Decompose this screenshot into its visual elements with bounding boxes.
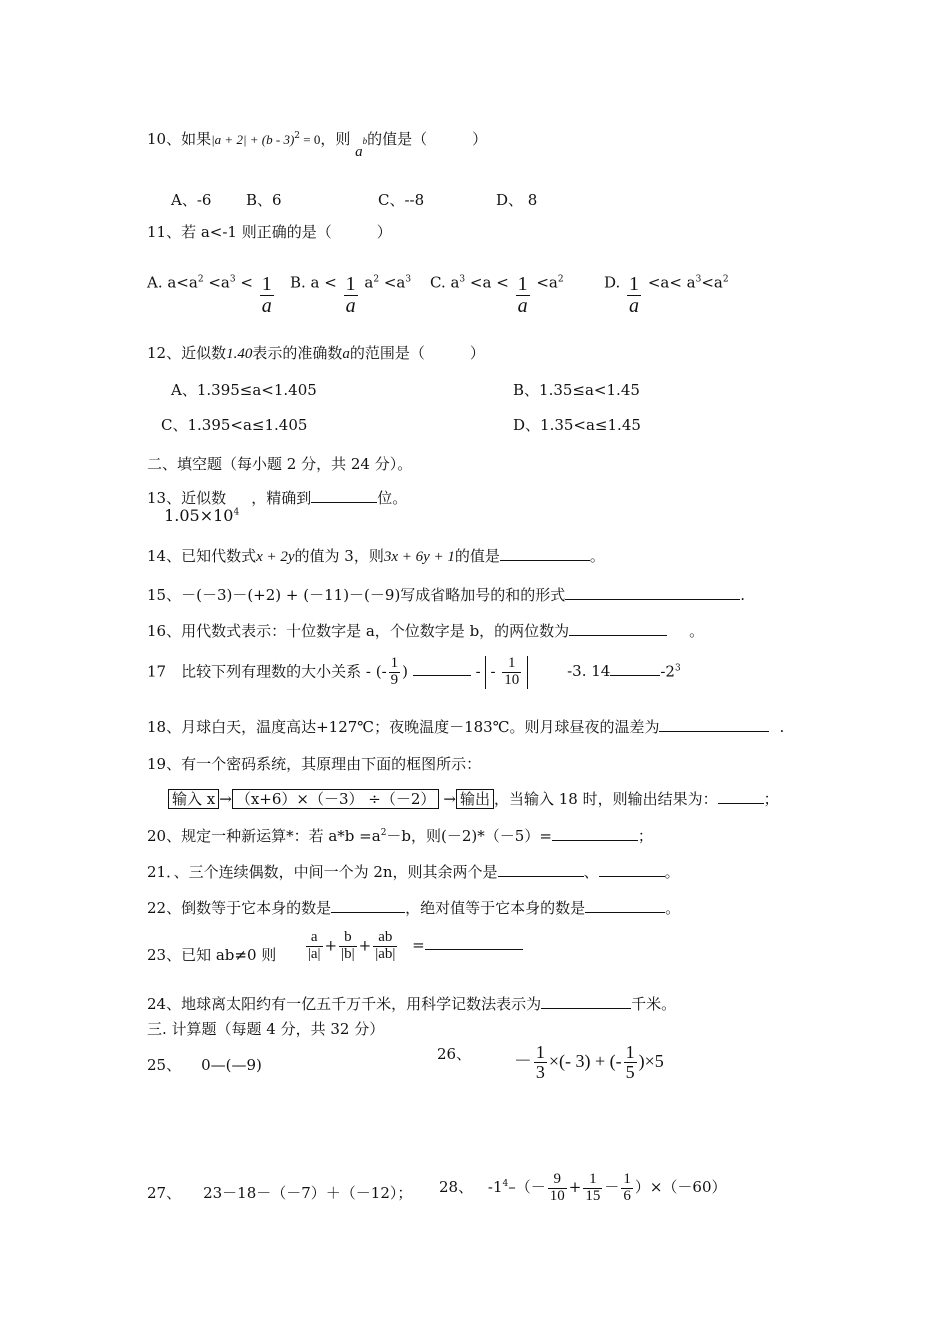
expression-end: ）×（－60） [634,1178,727,1197]
denominator: a [345,295,356,317]
fraction [548,1172,567,1205]
question-10-suffix: 的值是（ ） [367,130,488,148]
denominator: a [629,295,640,317]
q19-suffix: ； [763,790,779,808]
minus-sign: - [365,662,371,681]
q14-prefix: 14、已知代数式 [147,547,257,565]
q22-middle: ，绝对值等于它本身的数是 [405,899,586,917]
absolute-value [485,656,528,689]
q22-text: 22、倒数等于它本身的数是 [147,899,332,917]
expression: 0—(—9) [201,1056,262,1074]
numerator: ab [378,929,393,945]
denominator: 9 [390,671,399,688]
q19-question: ，当输入 18 时，则输出结果为： [493,790,718,808]
question-23 [147,930,523,963]
fraction [624,1043,637,1082]
denominator: |ab| [375,945,396,962]
power-base: -2 [660,662,675,681]
question-25 [147,1054,262,1075]
q17-prefix: 17 比较下列有理数的大小关系 [147,662,362,681]
numerator: 1 [623,1171,631,1187]
exponent: 3 [229,274,236,285]
question-15 [147,584,745,605]
question-20 [147,825,653,846]
variable-a: a [342,346,350,362]
exponent: 4 [233,507,240,518]
q14-middle: 的值为 3，则 [294,547,384,565]
numerator: 1 [629,273,640,295]
separator: 、 [583,863,599,881]
q14-post: 的值是 [454,547,500,565]
fraction [583,1172,602,1205]
fraction [344,274,358,317]
numerator: 1 [625,1042,635,1062]
option-b-part2: a [359,273,374,292]
exponent-b: b [362,136,368,146]
q18-text: 18、月球白天，温度高达+127℃；夜晚温度－183℃。则月球昼夜的温差为 [147,718,660,736]
output-box: 输出 [456,789,494,809]
option-a-part3: < [235,273,253,292]
exponent: 2 [722,274,729,285]
exponent: 3 [405,274,412,285]
numerator: b [344,929,352,945]
plus-sign: + [358,936,372,955]
q23-prefix: 23、已知 ab≠0 则 [147,946,277,965]
exponent: 2 [294,131,301,141]
exponent: 3 [674,663,681,674]
denominator: 6 [623,1187,631,1204]
question-number: 28、 [439,1178,474,1197]
equals-sign: = [412,936,425,955]
answer-blank[interactable] [565,585,740,600]
option-11-a[interactable] [147,262,276,317]
exponent: 3 [459,274,466,285]
q13-middle: ，精确到 [251,489,312,507]
question-12-stem [147,342,485,363]
q15-text: 15、－(－3)－(+2) + (－11)－(－9)写成省略加号的和的形式 [147,586,566,604]
section-3-heading: 三. 计算题（每题 4 分，共 32 分） [147,1020,385,1038]
numerator: 1 [345,273,356,295]
expression [487,1171,727,1204]
close-paren: ) [402,662,409,681]
denominator: 15 [585,1187,601,1204]
answer-blank[interactable] [331,898,405,913]
question-22 [147,897,680,918]
expression-end: )×5 [638,1050,664,1071]
option-11-c[interactable] [430,262,564,317]
denominator: |b| [341,945,355,962]
answer-blank[interactable] [311,488,377,503]
numerator: 1 [517,273,528,295]
question-10 [147,128,488,160]
arrow-icon: → [219,790,232,808]
option-12-b[interactable]: B、1.35≤a<1.45 [513,381,640,399]
option-a-part1: A. a<a [147,273,198,292]
answer-blank[interactable] [498,862,584,877]
fraction [627,274,641,317]
minus-sign: － [604,1178,620,1197]
answer-blank[interactable] [413,661,471,676]
question-number: 25、 [147,1056,182,1074]
q24-text: 24、地球离太阳约有一亿五千万千米，用科学记数法表示为 [147,995,542,1013]
stem-middle: 表示的准确数 [252,344,343,362]
option-11-b[interactable] [290,262,412,317]
expression-2: 3x + 6y + 1 [383,549,455,565]
question-10-then: ，则 [320,130,351,148]
stem-prefix: 12、近似数 [147,344,227,362]
fraction [373,930,397,963]
fraction [389,656,401,689]
q13-prefix: 13、近似数 [147,489,227,507]
option-10-a[interactable]: A、-6 [171,191,212,209]
fraction [621,1172,633,1205]
open-paren: –（－ [508,1178,546,1197]
expression-1: x + 2y [256,549,295,565]
option-10-d[interactable]: D、 8 [496,191,538,209]
q21-text: 21．、三个连续偶数，中间一个为 2n，则其余两个是 [147,863,498,881]
equals-zero: = 0 [300,132,321,147]
question-number: 27、 [147,1184,182,1202]
expression: 23－18－（－7）＋（－12）； [203,1184,413,1202]
numerator: 9 [553,1171,561,1187]
fraction [516,274,530,317]
q21-suffix: 。 [664,863,680,881]
exponent: 2 [380,828,387,838]
q16-text: 16、用代数式表示：十位数字是 a，个位数字是 b，的两位数为 [147,622,570,640]
q20-text: 20、规定一种新运算*：若 a*b =a [147,827,381,845]
q13-number [164,506,239,525]
q15-suffix: . [740,586,746,604]
process-box: （x+6）×（－3） ÷（－2） [232,789,440,809]
section-2-heading: 二、填空题（每小题 2 分，共 24 分）。 [147,455,413,473]
numerator: 1 [390,655,399,671]
answer-blank[interactable] [569,621,667,636]
q20-text-2: －b，则(－2)*（－5）= [386,827,552,845]
option-c-part2: <a < [465,273,509,292]
fraction [502,656,521,689]
question-16 [147,620,704,641]
approx-number: 1.40 [226,346,253,362]
expression-middle: ×(- 3) + (- [548,1050,622,1071]
question-18 [147,716,784,737]
option-d-part3: <a [701,273,723,292]
numerator: a [310,929,318,945]
answer-blank[interactable] [718,789,764,804]
power-base: -1 [487,1178,503,1197]
exponent: 2 [557,274,564,285]
question-21 [147,861,680,882]
question-14 [147,545,605,566]
fraction [339,930,357,963]
numerator: 1 [589,1171,597,1187]
stem-suffix: 的范围是（ ） [349,344,485,362]
question-17 [147,656,681,689]
denominator: |a| [307,945,321,962]
answer-blank[interactable] [599,862,665,877]
question-19-flow [168,788,779,809]
q13-suffix: 位。 [377,489,408,507]
q24-suffix: 千米。 [631,995,677,1013]
q16-suffix: 。 [689,622,705,640]
option-12-a[interactable]: A、1.395≤a<1.405 [171,381,317,399]
answer-blank[interactable] [659,717,769,732]
minus-sign: － [513,1050,532,1071]
answer-blank[interactable] [610,661,660,676]
decimal-value: -3. 14 [567,662,611,681]
q14-suffix: 。 [589,547,605,565]
answer-blank[interactable] [585,898,665,913]
exponent: 3 [695,274,702,285]
denominator: 5 [625,1061,635,1082]
input-box: 输入 x [168,789,219,809]
answer-blank[interactable] [500,546,590,561]
expression [513,1042,664,1082]
numerator: 1 [508,655,516,671]
fraction [534,1043,547,1082]
answer-blank[interactable] [541,994,631,1009]
question-27 [147,1182,412,1203]
minus-sign: - [475,662,481,681]
denominator: a [517,295,528,317]
question-26 [437,1043,664,1082]
question-28 [439,1172,727,1205]
denominator: 10 [504,671,520,688]
question-24 [147,993,676,1014]
option-10-c[interactable]: C、--8 [378,191,425,209]
option-b-part3: <a [379,273,406,292]
exponent: 2 [197,274,204,285]
question-19-stem: 19、有一个密码系统，其原理由下面的框图所示： [147,755,482,773]
q18-suffix: . [779,718,785,736]
numerator: 1 [261,273,272,295]
exponent: 4 [502,1179,509,1190]
option-b-part1: B. a < [290,273,337,292]
answer-blank[interactable] [552,826,638,841]
option-10-b[interactable]: B、6 [246,191,282,209]
minus-sign: - [490,662,496,681]
option-11-d[interactable] [604,262,729,317]
option-d-part1: D. [604,273,621,292]
option-c-part1: C. a [430,273,460,292]
denominator: 3 [535,1061,545,1082]
question-number: 26、 [437,1044,472,1063]
option-d-part2: <a< a [643,273,696,292]
q13-mantissa: 1.05×10 [164,506,234,525]
fraction [260,274,274,317]
q20-suffix: ； [637,827,653,845]
arrow-icon: → [443,790,456,808]
denominator: 10 [549,1187,565,1204]
q22-suffix: 。 [665,899,681,917]
question-10-expression: |a + 2| + (b - 3) [211,132,295,147]
plus-sign: + [568,1178,582,1197]
fraction [306,930,323,963]
option-a-part2: <a [203,273,230,292]
numerator: 1 [535,1042,545,1062]
answer-blank[interactable] [425,935,523,950]
question-11-stem: 11、若 a<-1 则正确的是（ ） [147,223,392,241]
base-a: a [355,144,363,160]
option-12-c[interactable]: C、1.395<a≤1.405 [161,416,308,434]
plus-sign: + [324,936,338,955]
option-c-part3: <a [531,273,558,292]
exponent: 2 [373,274,380,285]
open-paren: (- [375,662,387,681]
denominator: a [261,295,272,317]
option-12-d[interactable]: D、1.35<a≤1.45 [513,416,641,434]
question-10-prefix: 10、如果 [147,130,212,148]
